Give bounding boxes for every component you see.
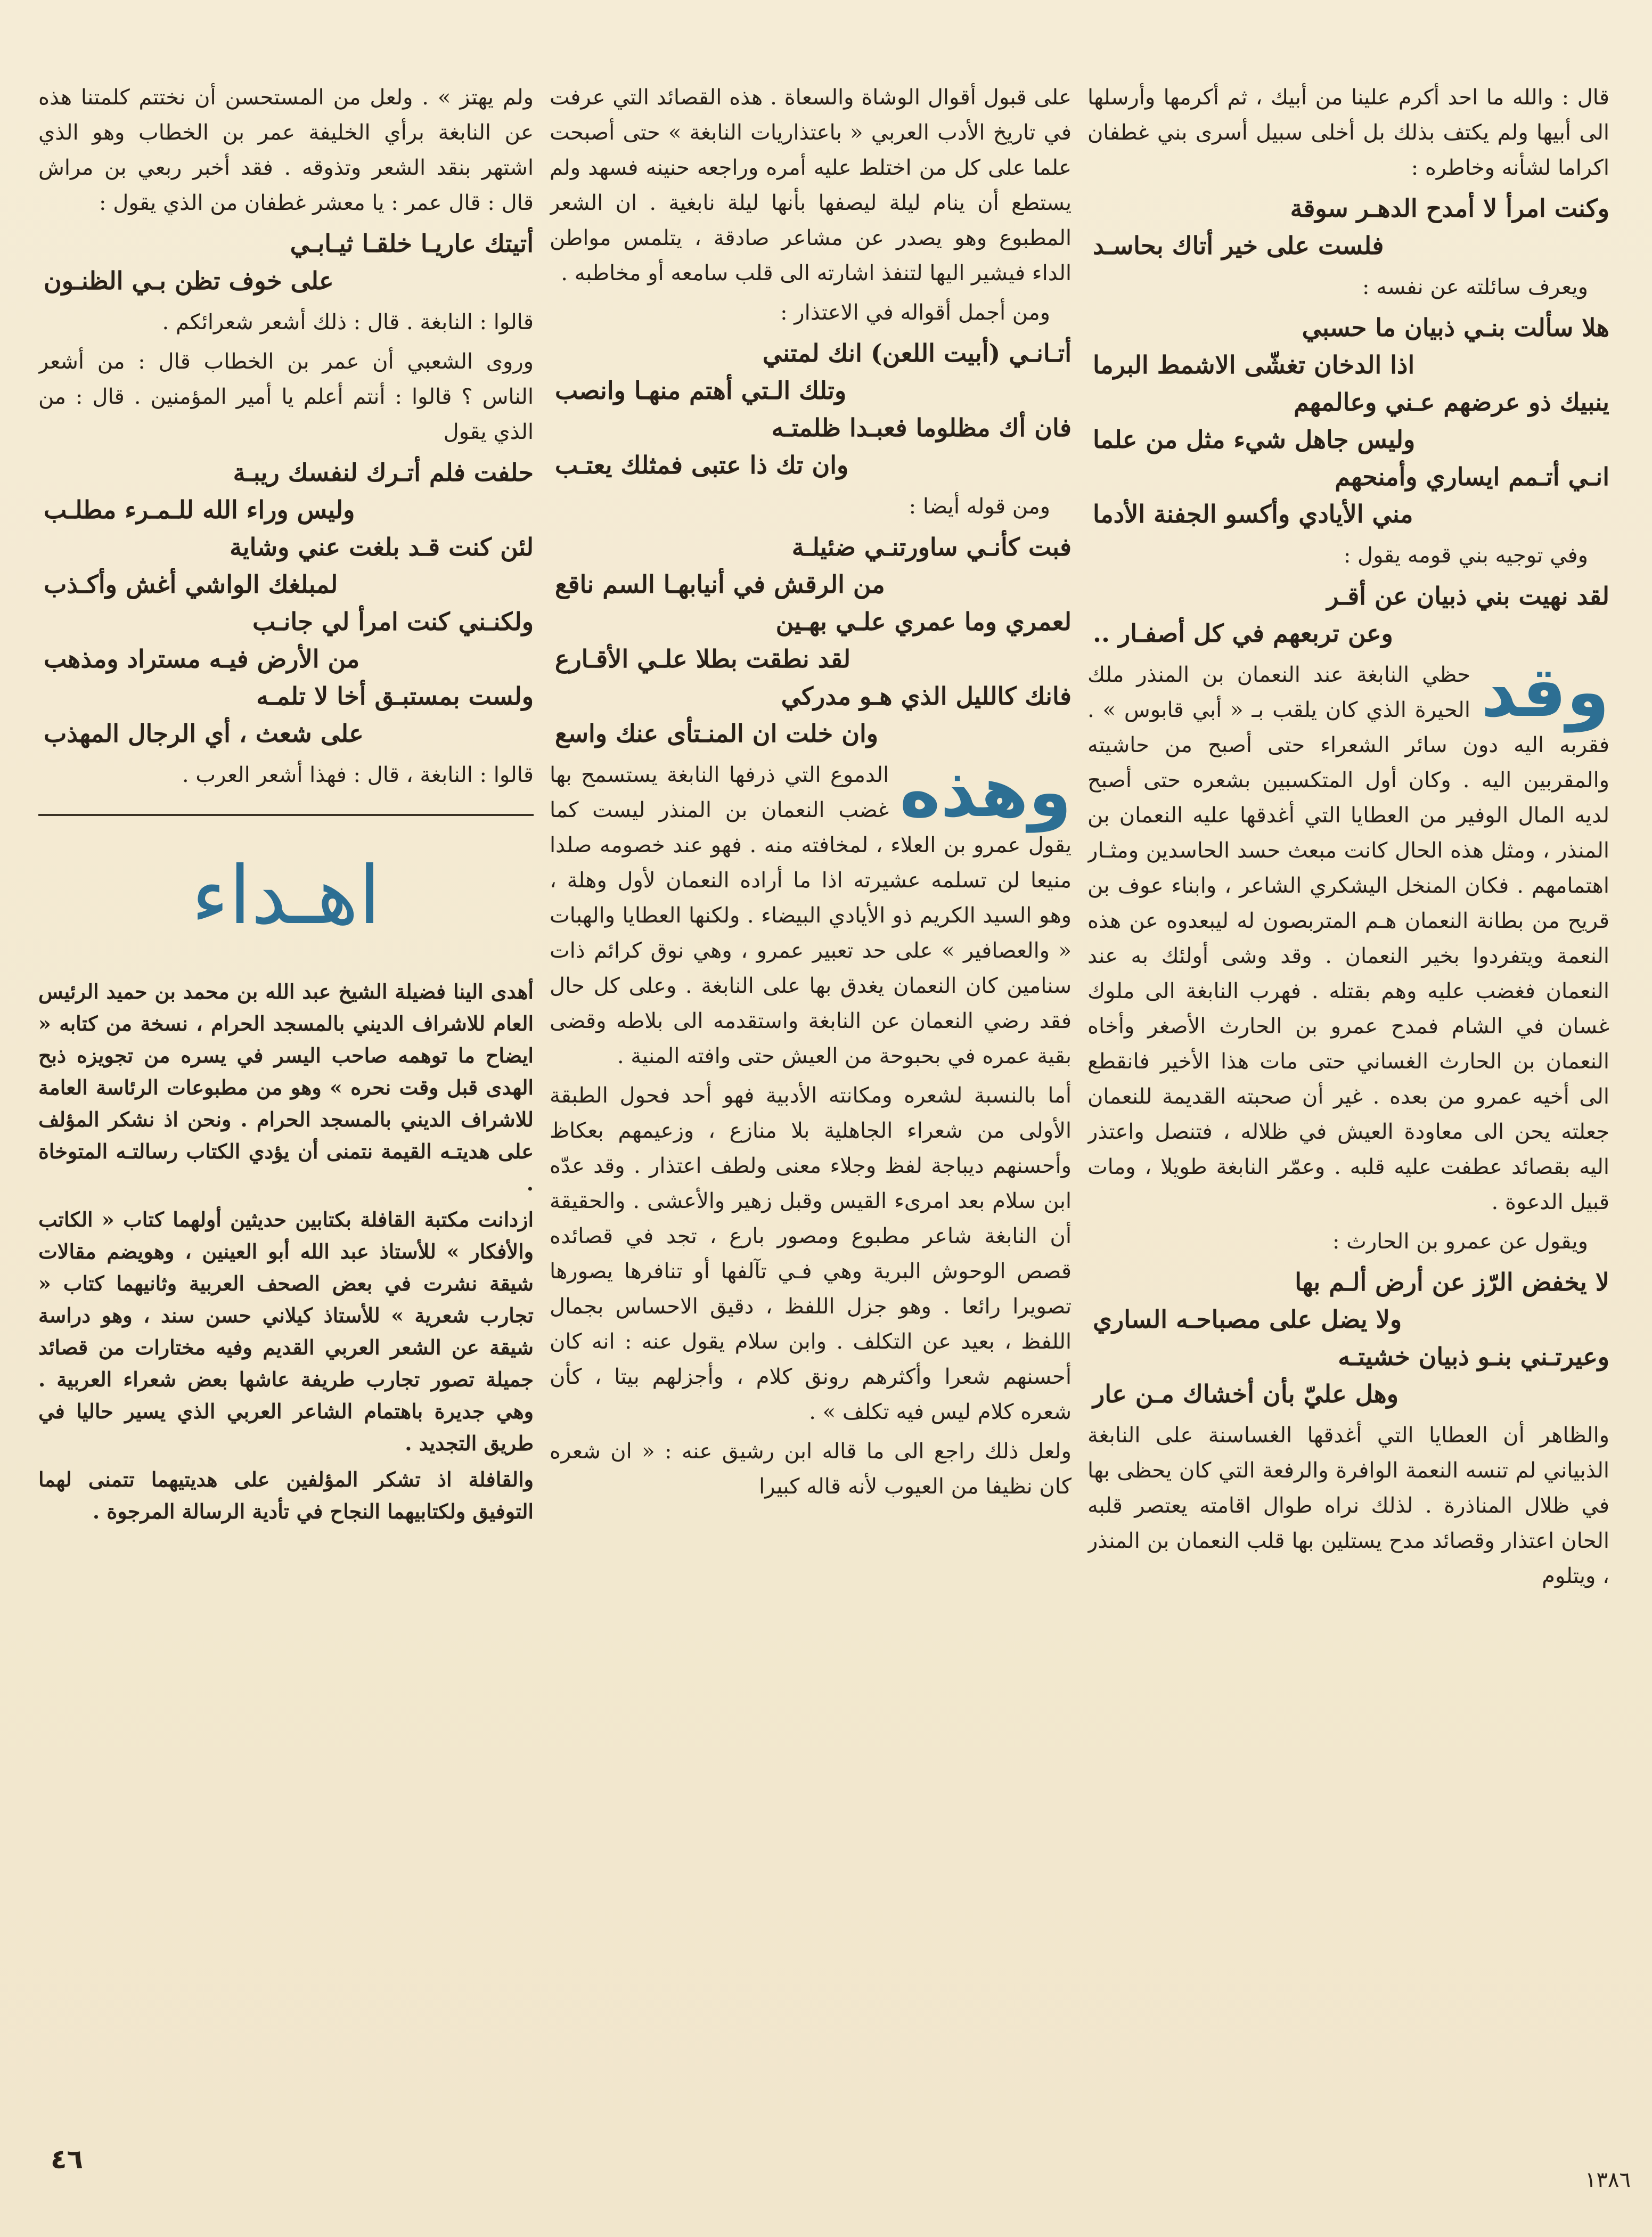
verse-intro: ومن قوله أيضا : [909,494,1050,519]
hemistich: على شعث ، أي الرجال المهذب [44,719,364,748]
paragraph [550,752,1072,1074]
verse [550,528,1072,752]
middle-column [550,80,1072,2120]
hemistich: لقد نطقت بطلا علـي الأقـارع [555,644,851,673]
page-number: ٤٦ [51,2144,84,2175]
hemistich: وتلك الـتي أهتم منهـا وانصب [555,376,847,405]
hemistich: لئن كنت قـد بلغت عني وشاية [230,533,534,561]
hemistich: أتـانـي (أبيت اللعن) انك لمتني [762,339,1072,368]
hemistich: ولست بمستبـق أخا لا تلمـه [256,682,534,711]
paragraph: أما بالنسبة لشعره ومكانته الأدبية فهو أحد فحول الطبقة الأولى من شعراء الجاهلية بلا منازع ، وزعيمهم بعكاظ وأحسنهم ديباجة لفظ وجلاء معنى ولطف اعتذار . وقد عدّه ابن سلام بعد امرىء القيس وقبل زهير والأعشى . والحقيقة أن النابغة شاعر مطبوع ومصور بارع ، تجد في قصائده قصص الوحوش البرية وهي فـي تآلفها أو تنافرها يصورها تصويرا رائعا . وهو جزل اللفظ ، دقيق الاحساس بجمال اللفظ ، بعيد عن التكلف . وابن سلام يقول عنه : انه كان أحسنهم شعرا وأكثرهم رونق كلام ، وأجزلهم بيتا ، كأن شعره كلام ليس فيه تكلف » . [550,1083,1072,1424]
left-column [38,80,534,2120]
paragraph-text: الدموع التي ذرفها النابغة يستسمح بها غضب النعمان بن المنذر ليست كما يقول عمرو بن العلاء ، لمخافته منه . فهو عند خصومه صلدا منيعا لن تسلمه عشيرته اذا ما أراده النعمان لأول وهلة ، وهو السيد الكريم ذو الأيادي البيضاء . ولكنها العطايا والهبات « والعصافير » على حد تعبير عمرو ، وهي نوق كرائم ذات سنامين كان النعمان يغدق بها على النابغة . وعلى كل حال فقد رضي النعمان عن النابغة واستقدمه الى بلاطه وقضى بقية عمره في بحبوحة من العيش حتى وافته المنية . [550,763,1072,1068]
hemistich: ينبيك ذو عرضهم عـني وعالمهم [1294,388,1609,417]
hemistich: لعمري وما عمري علـي بهـين [775,607,1072,636]
hemistich: فانك كالليل الذي هـو مدركي [781,682,1072,711]
hemistich: مني الأيادي وأكسو الجفنة الأدما [1093,500,1413,528]
hemistich: على خوف تظن بـي الظنـون [44,266,334,295]
paragraph: والظاهر أن العطايا التي أغدقها الغساسنة على النابغة الذبياني لم تنسه النعمة الوافرة والرفعة التي كان يحظى بها في ظلال المناذرة . لذلك نراه طوال اقامته يعتصر قلبه الحان اعتذار وقصائد مدح يستلين بها قلب النعمان بن المنذر ، ويتلوم [1087,1423,1609,1588]
drop-cap: وقد [1481,651,1609,732]
verse-intro: ويقول عن عمرو بن الحارث : [1332,1229,1588,1254]
hemistich: من الرقش في أنيابهـا السم ناقع [555,570,885,599]
hemistich: فان أك مظلوما فعبـدا ظلمتـه [771,413,1072,442]
paragraph: قالوا : النابغة ، قال : فهذا أشعر العرب . [182,763,534,787]
paragraph: قال : والله ما احد أكرم علينا من أبيك ، ثم أكرمها وأرسلها الى أبيها ولم يكتف بذلك بل أخلى سبيل أسرى بني غطفان اكراما لشأنه وخاطره : [1087,85,1609,180]
drop-cap: وهذه [899,752,1072,832]
verse [550,334,1072,484]
hemistich: وليس وراء الله للـمـرء مطلـب [44,495,355,524]
hemistich: وليس جاهل شيء مثل من علما [1093,425,1416,454]
verse [1087,309,1609,533]
dedication-text: والقافلة اذ تشكر المؤلفين على هديتيهما تتمنى لهما التوفيق ولكتابيهما النجاح في تأدية الرسالة المرجوة . [38,1467,534,1523]
verse [1087,190,1609,264]
hemistich: لا يخفض الرّز عن أرض ألـم بها [1295,1268,1609,1296]
section-divider [38,814,534,816]
right-column [1087,80,1609,2120]
paragraph: وروى الشعبي أن عمر بن الخطاب قال : من أشعر الناس ؟ قالوا : أنتم أعلم يا أمير المؤمنين . قال : من الذي يقول [38,349,534,444]
hemistich: لقد نهيت بني ذبيان عن أقـر [1327,582,1609,610]
ihda-title: اهـداء [191,850,381,942]
verse-intro: وفي توجيه بني قومه يقول : [1343,543,1588,568]
hemistich: هلا سألت بنـي ذبيان ما حسبي [1302,313,1609,342]
hemistich: من الأرض فيـه مستراد ومذهب [44,644,360,673]
issue-year: ١٣٨٦ [1585,2168,1631,2192]
hemistich: لمبلغك الواشي أغش وأكـذب [44,570,338,599]
hemistich: فلست على خير أتاك بحاسـد [1093,231,1384,260]
dedication-text: ازدانت مكتبة القافلة بكتابين حديثين أولهما كتاب « الكاتب والأفكار » للأستاذ عبد الله أبو العينين ، وهويضم مقالات شيقة نشرت في بعض الصحف العربية وثانيهما كتاب « تجارب شعرية » للأستاذ كيلاني حسن سند ، وهو دراسة شيقة عن الشعر العربي القديم وفيه مختارات من قصائد جميلة تصور تجارب طريفة عاشها بعض شعراء العربية . وهي جديرة باهتمام الشاعر العربي الذي يسير حاليا في طريق التجديد . [38,1207,534,1455]
verse-intro: ويعرف سائلته عن نفسه : [1362,275,1588,299]
hemistich: حلفت فلم أتـرك لنفسك ريبـة [233,458,534,487]
paragraph: قالوا : النابغة . قال : ذلك أشعر شعرائكم . [162,310,534,334]
hemistich: وعن تربعهم في كل أصفـار .. [1093,619,1393,648]
hemistich: فبت كأنـي ساورتنـي ضئيلـة [791,533,1072,561]
verse-intro: ومن أجمل أقواله في الاعتذار : [780,300,1050,325]
hemistich: وان تك ذا عتبى فمثلك يعتـب [555,451,849,479]
verse [1087,577,1609,652]
hemistich: وهل عليّ بأن أخشاك مـن عار [1093,1379,1399,1408]
verse [38,225,534,299]
paragraph-text: حظي النابغة عند النعمان بن المنذر ملك الحيرة الذي كان يلقب بـ « أبي قابوس » . فقربه اليه دون سائر الشعراء حتى أصبح من حاشيته والمقربين اليه . وكان أول المتكسبين بشعره حتى أصبح لديه المال الوفير من العطايا التي أغدقها عليه النعمان بن المنذر ، ومثل هذه الحال كانت مبعث حسد الحاسدين ومثـار اهتمامهم . فكان المنخل اليشكري الشاعر ، وابناء عوف بن قريح من بطانة النعمان هـم المتربصون له ليبعدوه عن هذه النعمة ويتفردوا بخير النعمان . وقد وشى أولئك به عند النعمان فغضب عليه وهم بقتله . فهرب النابغة الى ملوك غسان في الشام فمدح عمرو بن الحارث الأصغر وأخاه النعمان بن الحارث الغساني حتى مات هذا الأخير فانقطع الى أخيه عمرو من بعده . غير أن صحبته القديمة للنعمان جعلته يحن الى معاودة العيش في ظلاله ، فتنصل واعتذر اليه بقصائد عطفت عليه قلبه . وعمّر النابغة طويلا ، ومات قبيل الدعوة . [1087,663,1609,1214]
hemistich: انـي أتـمم ايساري وأمنحهم [1335,462,1609,491]
verse [1087,1263,1609,1413]
hemistich: ولا يضل على مصباحـه الساري [1093,1305,1402,1334]
paragraph: على قبول أقوال الوشاة والسعاة . هذه القصائد التي عرفت في تاريخ الأدب العربي « باعتذاريات النابغة » حتى أصبحت علما على كل من اختلط عليه أمره وراجعه حنينه فسهد ولم يستطع أن ينام ليلة ليصفها بأنها ليلة نابغية . ان الشعر المطبوع وهو يصدر عن مشاعر صادقة ، يتلمس مواطن الداء فيشير اليها لتنفذ اشارته الى قلب سامعه أو مخاطبه . [550,85,1072,285]
hemistich: وكنت امرأ لا أمدح الدهـر سوقة [1290,194,1609,223]
hemistich: اذا الدخان تغشّى الاشمط البرما [1093,350,1415,379]
hemistich: وعيرتـني بنـو ذبيان خشيتـه [1338,1342,1609,1371]
hemistich: وان خلت ان المنـتأى عنك واسع [555,719,879,748]
hemistich: أتيتك عاريـا خلقـا ثيـابـي [290,229,534,258]
paragraph: ولم يهتز » . ولعل من المستحسن أن نختتم كلمتنا هذه عن النابغة برأي الخليفة عمر بن الخطاب وهو الذي اشتهر بنقد الشعر وتذوقه . فقد أخبر ربعي بن مراش قال : قال عمر : يا معشر غطفان من الذي يقول : [38,85,534,215]
paragraph [1087,651,1609,1220]
verse [38,454,534,752]
hemistich: ولكنـني كنت امرأ لي جانـب [252,607,534,636]
paragraph: ولعل ذلك راجع الى ما قاله ابن رشيق عنه : « ان شعره كان نظيفا من العيوب لأنه قاله كبيرا [550,1439,1072,1499]
dedication-text: أهدى الينا فضيلة الشيخ عبد الله بن محمد بن حميد الرئيس العام للاشراف الديني بالمسجد الحرام ، نسخة من كتابه « ايضاح ما توهمه صاحب اليسر في يسره من تجويزه ذبح الهدى قبل وقت نحره » وهو من مطبوعات الرئاسة العامة للاشراف الديني بالمسجد الحرام . ونحن اذ نشكر المؤلف على هديتـه القيمة نتمنى أن يؤدي الكتاب رسالتـه المتوخاة . [38,979,534,1195]
